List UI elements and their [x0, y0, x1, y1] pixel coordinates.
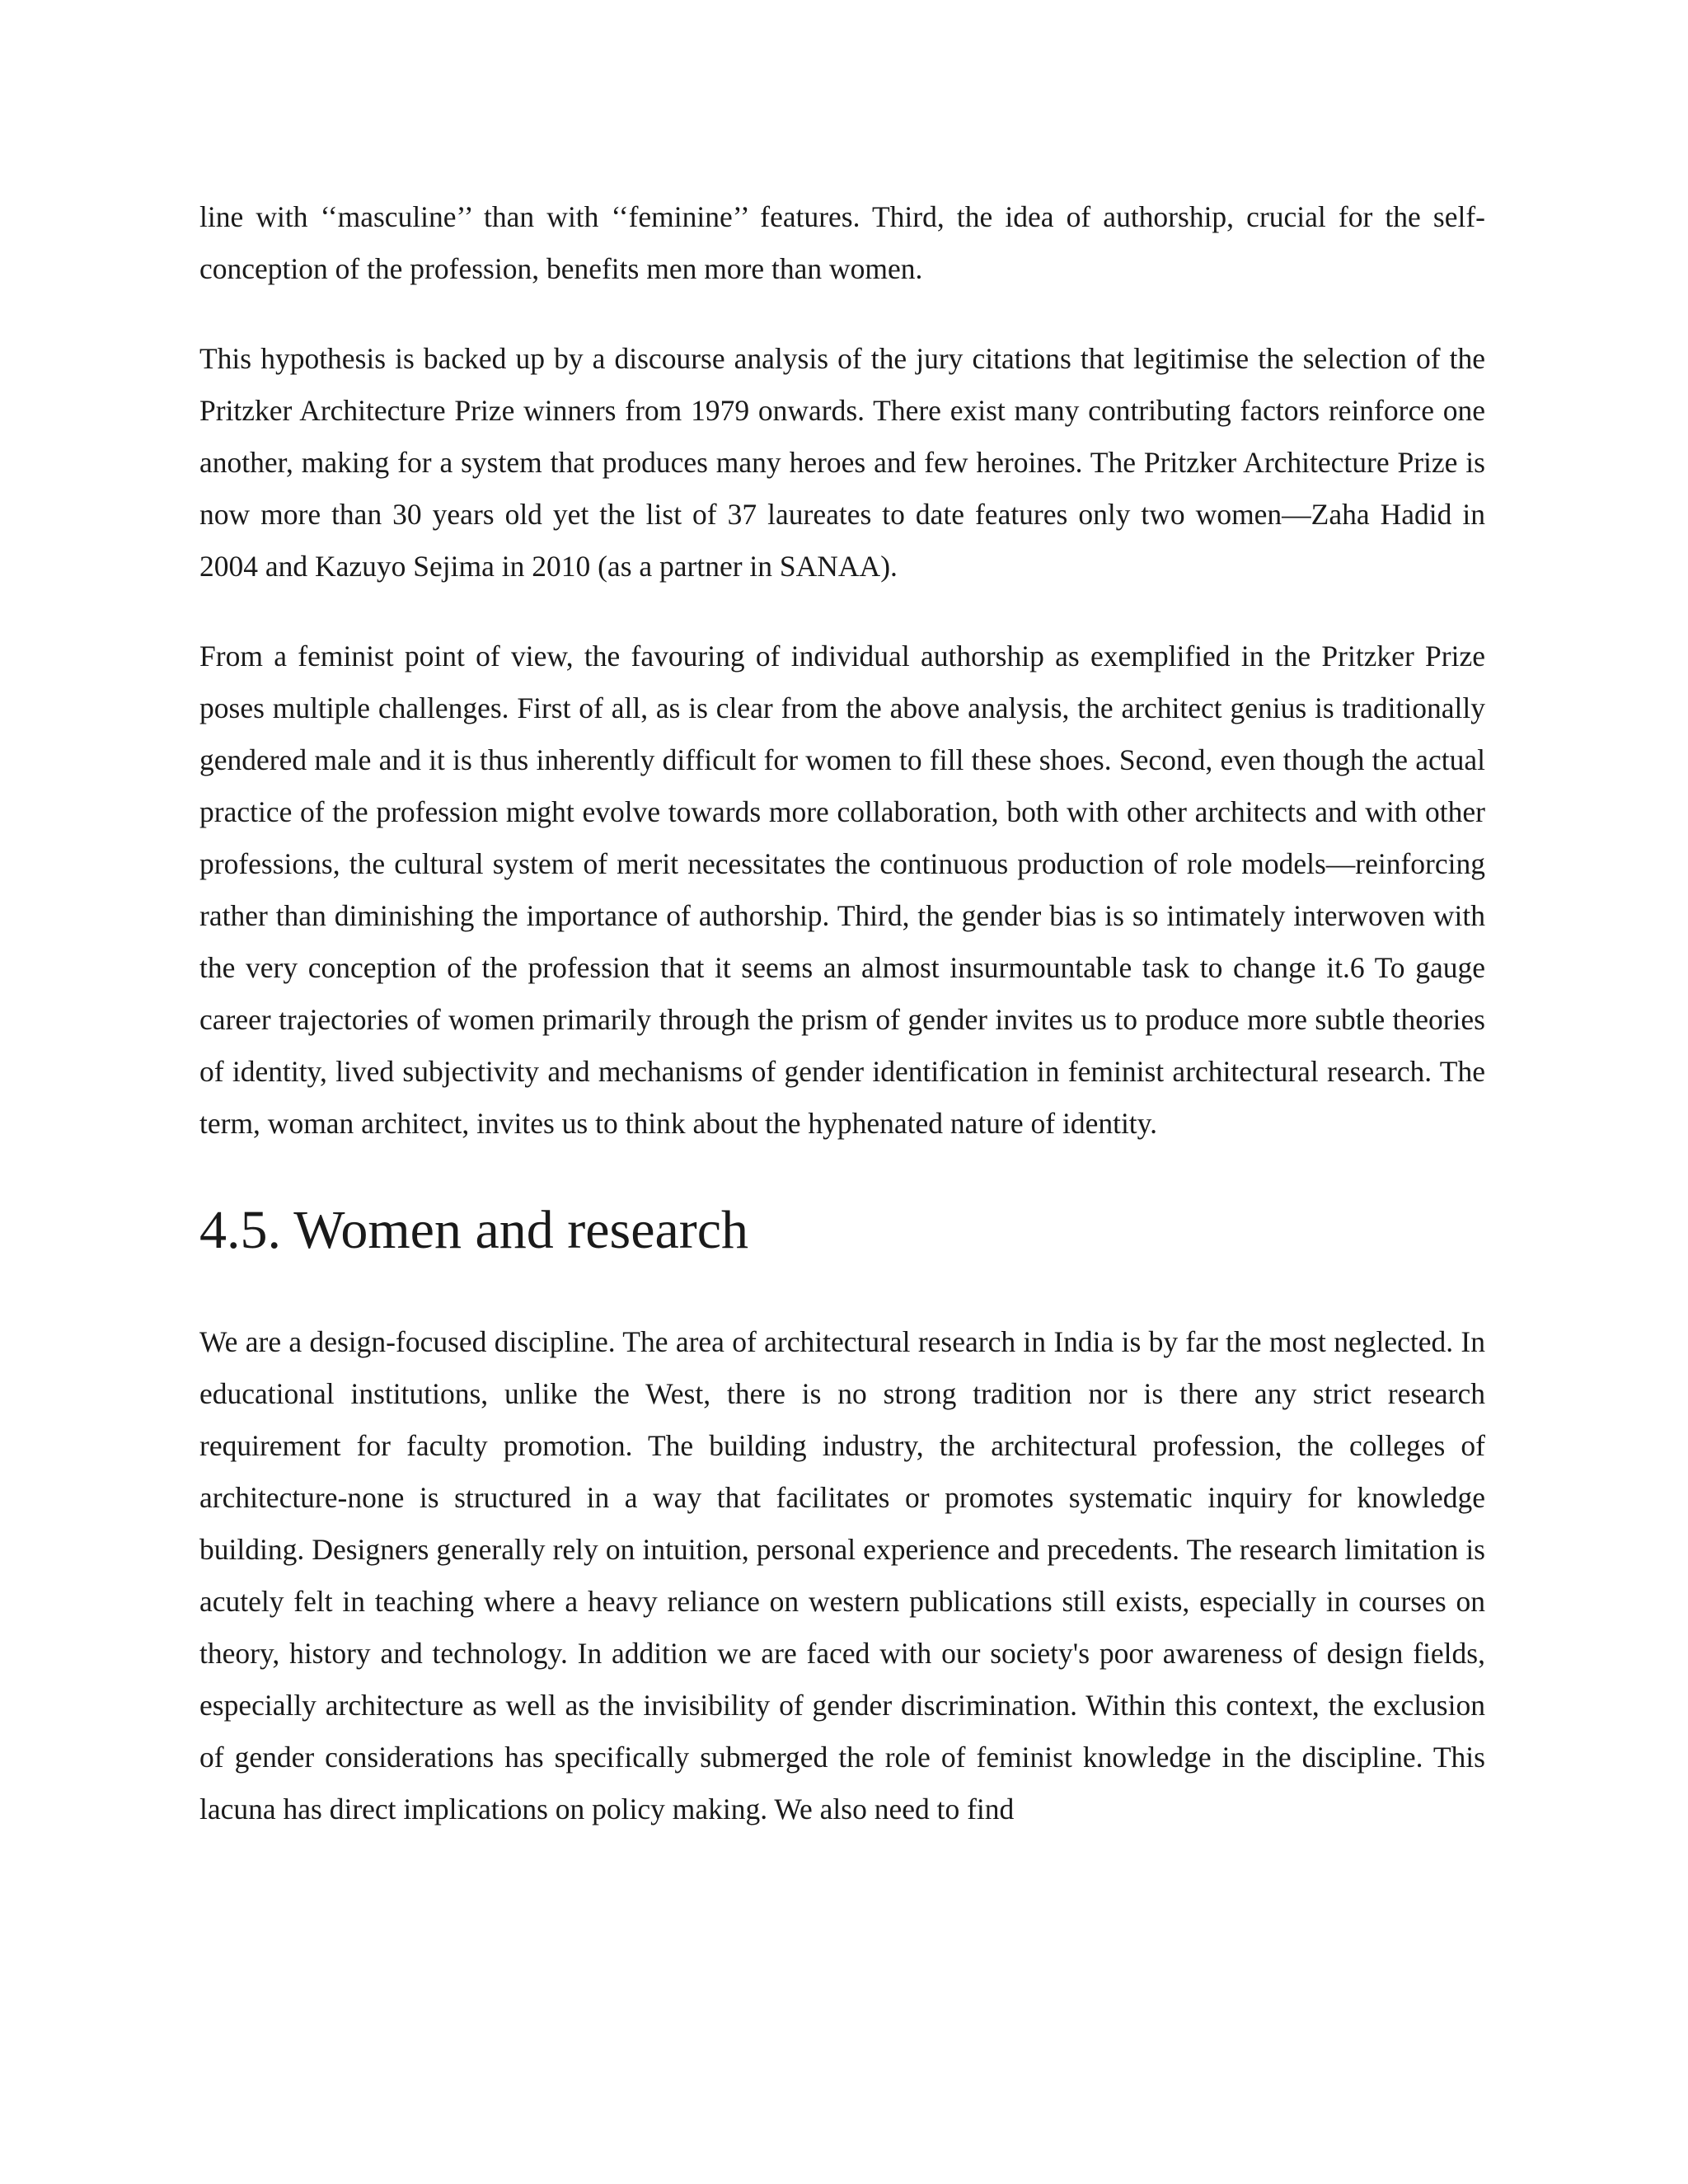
- page-content: [199, 191, 1485, 1835]
- body-paragraph: From a feminist point of view, the favouring of individual authorship as exemplified in the Pritzker Prize poses multiple challenges. First of all, as is clear from the above analysis, the architect genius is traditionally gendered male and it is thus inherently difficult for women to fill these shoes. Second, even though the actual practice of the profession might evolve towards more collaboration, both with other architects and with other professions, the cultural system of merit necessitates the continuous production of role models—reinforcing rather than diminishing the importance of authorship. Third, the gender bias is so intimately interwoven with the very conception of the profession that it seems an almost insurmountable task to change it.6 To gauge career trajectories of women primarily through the prism of gender invites us to produce more subtle theories of identity, lived subjectivity and mechanisms of gender identification in feminist architectural research. The term, woman architect, invites us to think about the hyphenated nature of identity.: [199, 640, 1485, 1140]
- section-heading: 4.5. Women and research: [199, 1200, 749, 1260]
- body-paragraph: This hypothesis is backed up by a discourse analysis of the jury citations that legitimise the selection of the Pritzker Architecture Prize winners from 1979 onwards. There exist many contributing factors reinforce one another, making for a system that produces many heroes and few heroines. The Pritzker Architecture Prize is now more than 30 years old yet the list of 37 laureates to date features only two women—Zaha Hadid in 2004 and Kazuyo Sejima in 2010 (as a partner in SANAA).: [199, 342, 1485, 583]
- body-paragraph: line with ‘‘masculine’’ than with ‘‘feminine’’ features. Third, the idea of authorship, crucial for the self-conception of the profession, benefits men more than women.: [199, 200, 1485, 285]
- section-paragraph: We are a design-focused discipline. The area of architectural research in India is by far the most neglected. In educational institutions, unlike the West, there is no strong tradition nor is there any strict research requirement for faculty promotion. The building industry, the architectural profession, the colleges of architecture-none is structured in a way that facilitates or promotes systematic inquiry for knowledge building. Designers generally rely on intuition, personal experience and precedents. The research limitation is acutely felt in teaching where a heavy reliance on western publications still exists, especially in courses on theory, history and technology. In addition we are faced with our society's poor awareness of design fields, especially architecture as well as the invisibility of gender discrimination. Within this context, the exclusion of gender considerations has specifically submerged the role of feminist knowledge in the discipline. This lacuna has direct implications on policy making. We also need to find: [199, 1325, 1485, 1825]
